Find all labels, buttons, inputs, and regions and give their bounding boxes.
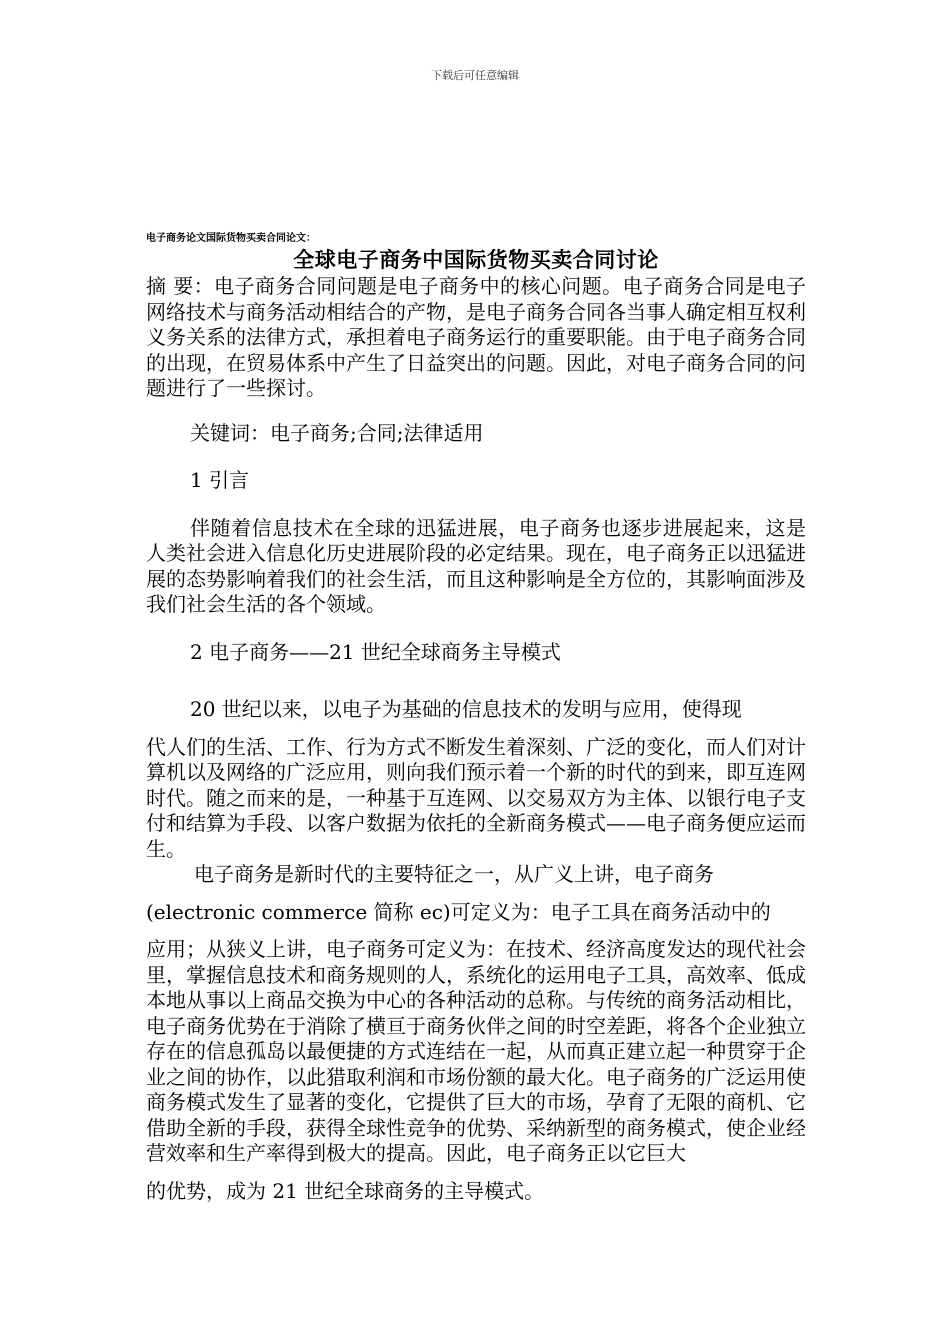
section2-paragraph2-line2: (electronic commerce 简称 ec)可定义为：电子工具在商务活动中的 <box>146 899 771 924</box>
abstract-paragraph: 摘 要：电子商务合同问题是电子商务中的核心问题。电子商务合同是电子网络技术与商务活动相结合的产物，是电子商务合同各当事人确定相互权利义务关系的法律方式，承担着电子商务运行的重要职能。由于电子商务合同的出现，在贸易体系中产生了日益突出的问题。因此，对电子商务合同的问题进行了一些探讨。 <box>146 274 806 400</box>
document-title: 全球电子商务中国际货物买卖合同讨论 <box>293 248 659 272</box>
category-label: 电子商务论文国际货物买卖合同论文： <box>146 233 316 244</box>
section2-paragraph2-last-line: 的优势，成为 21 世纪全球商务的主导模式。 <box>146 1178 545 1203</box>
section2-paragraph1-body: 代人们的生活、工作、行为方式不断发生着深刻、广泛的变化，而人们对计算机以及网络的广泛应用，则向我们预示着一个新的时代的到来，即互连网时代。随之而来的是，一种基于互连网、以交易双方为主体、以银行电子支付和结算为手段、以客户数据为依托的全新商务模式——电子商务便应运而生。 <box>146 734 806 861</box>
document-body <box>146 232 806 1204</box>
section2-paragraph2-line1: 电子商务是新时代的主要特征之一，从广义上讲，电子商务 <box>194 862 714 886</box>
section1-paragraph: 伴随着信息技术在全球的迅猛进展，电子商务也逐步进展起来，这是人类社会进入信息化历史进展阶段的必定结果。现在，电子商务正以迅猛进展的态势影响着我们的社会生活，而且这种影响是全方位的，其影响面涉及我们社会生活的各个领域。 <box>146 515 806 616</box>
section2-heading: 2 电子商务——21 世纪全球商务主导模式 <box>190 639 561 664</box>
section2-paragraph1-line1: 20 世纪以来，以电子为基础的信息技术的发明与应用，使得现 <box>190 697 742 721</box>
header-note: 下载后可任意编辑 <box>431 69 519 82</box>
keywords-line: 关键词：电子商务;合同;法律适用 <box>190 420 484 445</box>
section1-heading: 1 引言 <box>190 468 250 492</box>
section2-paragraph2-body: 应用；从狭义上讲，电子商务可定义为：在技术、经济高度发达的现代社会里，掌握信息技术和商务规则的人，系统化的运用电子工具，高效率、低成本地从事以上商品交换为中心的各种活动的总称。与传统的商务活动相比，电子商务优势在于消除了横亘于商务伙伴之间的时空差距，将各个企业独立存在的信息孤岛以最便捷的方式连结在一起，从而真正建立起一种贯穿于企业之间的协作，以此猎取利润和市场份额的最大化。电子商务的广泛运用使商务模式发生了显著的变化，它提供了巨大的市场，孕育了无限的商机、它借助全新的手段，获得全球性竞争的优势、采纳新型的商务模式，使企业经营效率和生产率得到极大的提高。因此，电子商务正以它巨大 <box>146 937 806 1165</box>
